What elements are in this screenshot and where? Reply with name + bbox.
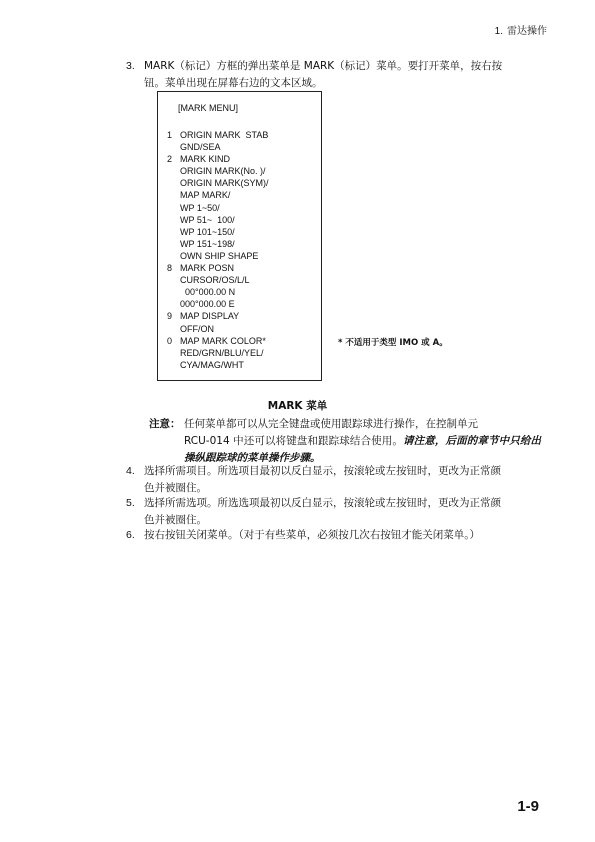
menu-line-text: ORIGIN MARK STAB <box>180 130 269 140</box>
menu-line-text: MARK POSN <box>180 263 235 274</box>
menu-line <box>167 177 269 189</box>
menu-line <box>167 153 269 165</box>
menu-line <box>167 238 269 250</box>
menu-line <box>167 347 269 359</box>
menu-line <box>167 335 269 347</box>
note-body <box>184 416 541 467</box>
menu-line-text: MARK KIND <box>180 154 231 165</box>
menu-line-text: WP 1~50/ <box>180 202 220 213</box>
mark-menu-figure <box>157 91 322 381</box>
menu-line-text: GND/SEA <box>180 142 221 153</box>
step-text-line: 选择所需项目。所选项目最初以反白显示，按滚轮或左按钮时，更改为正常颜 <box>144 465 501 477</box>
step-text-line: 选择所需选项。所选选项最初以反白显示，按滚轮或左按钮时，更改为正常颜 <box>144 497 501 509</box>
note-label: 注意： <box>149 418 181 430</box>
running-header <box>495 22 547 37</box>
menu-line-text: RED/GRN/BLU/YEL/ <box>180 347 264 358</box>
menu-line-text: WP 101~150/ <box>180 226 235 237</box>
menu-line-text: MAP MARK COLOR* <box>180 335 266 346</box>
menu-line-text: CURSOR/OS/L/L <box>180 275 250 286</box>
menu-line <box>167 165 269 177</box>
menu-line <box>167 141 269 153</box>
menu-line <box>167 214 269 226</box>
menu-line <box>167 202 269 214</box>
step-text-line: MARK（标记）方框的弹出菜单是 MARK（标记）菜单。要打开菜单，按右按 <box>144 60 503 72</box>
menu-line <box>167 310 269 322</box>
menu-line-text: ORIGIN MARK(SYM)/ <box>180 178 269 189</box>
menu-item-number: 9 <box>167 311 173 322</box>
menu-lines <box>167 129 269 371</box>
header-section-number: 1. <box>494 26 503 37</box>
step-number: 6. <box>126 529 135 541</box>
menu-line <box>167 274 269 286</box>
note-emphasis: 请注意，后面的章节中只给出操纵跟踪球的菜单操作步骤。 <box>184 435 541 464</box>
step-4 <box>126 463 542 497</box>
menu-line-text: OFF/ON <box>180 323 214 334</box>
menu-line <box>167 262 269 274</box>
note-block <box>149 416 541 467</box>
menu-line-text: OWN SHIP SHAPE <box>180 250 259 261</box>
step-text-line: 钮。菜单出现在屏幕右边的文本区域。 <box>144 77 323 89</box>
menu-line <box>167 323 269 335</box>
menu-line <box>167 298 269 310</box>
menu-line <box>167 226 269 238</box>
menu-line-text: MAP DISPLAY <box>180 311 240 322</box>
step-6 <box>126 527 542 544</box>
step-text-line: 按右按钮关闭菜单。（对于有些菜单，必须按几次右按钮才能关闭菜单。） <box>144 529 480 541</box>
figure-caption: MARK 菜单 <box>267 400 328 412</box>
menu-line-text: 000°000.00 E <box>180 299 235 310</box>
menu-item-number: 0 <box>167 335 173 346</box>
menu-line <box>167 250 269 262</box>
menu-line-text: WP 51~ 100/ <box>180 214 235 225</box>
step-3 <box>126 58 542 92</box>
note-text: 任何菜单都可以从完全键盘或使用跟踪球进行操作，在控制单元 <box>184 418 478 430</box>
menu-line-text: 00°000.00 N <box>180 287 236 298</box>
step-number: 3. <box>126 60 135 72</box>
menu-item-number: 8 <box>167 263 173 274</box>
menu-title: [MARK MENU] <box>178 103 239 113</box>
menu-footnote: * 不适用于类型 IMO 或 A。 <box>338 338 448 348</box>
menu-item-number: 1 <box>167 130 173 140</box>
menu-line <box>167 286 269 298</box>
menu-line-text: WP 151~198/ <box>180 238 235 249</box>
menu-line-text: ORIGIN MARK(No. )/ <box>180 166 266 177</box>
step-number: 4. <box>126 465 135 477</box>
step-number: 5. <box>126 497 135 509</box>
menu-item-number: 2 <box>167 154 173 165</box>
note-text: RCU-014 中还可以将键盘和跟踪球结合使用。 <box>184 435 404 447</box>
page-number: 1-9 <box>517 798 539 815</box>
step-5 <box>126 495 542 529</box>
menu-line <box>167 129 269 141</box>
step-text-line: 色并被圈住。 <box>144 514 207 526</box>
header-section-title: 雷达操作 <box>507 26 547 37</box>
menu-line-text: MAP MARK/ <box>180 190 231 201</box>
step-text-line: 色并被圈住。 <box>144 482 207 494</box>
menu-line <box>167 359 269 371</box>
menu-line-text: CYA/MAG/WHT <box>180 359 244 370</box>
menu-line <box>167 189 269 201</box>
